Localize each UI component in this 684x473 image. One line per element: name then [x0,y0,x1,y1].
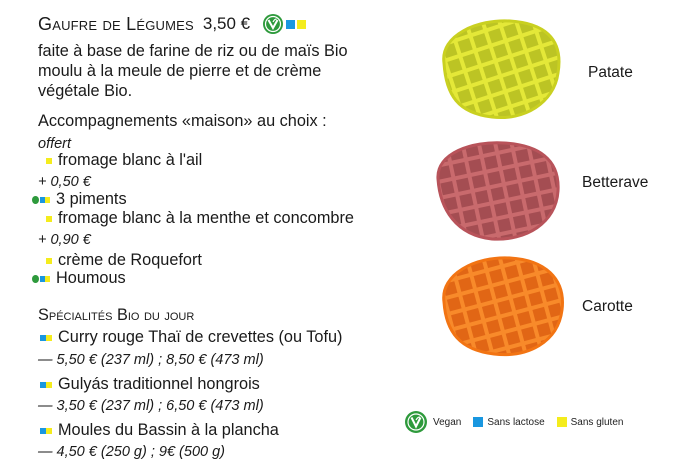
list-item [38,421,279,440]
vegan-leaf-icon [32,275,39,283]
item-badges [38,335,52,341]
item-badges [38,428,52,434]
legend-label-no-lactose: Sans lactose [487,416,545,428]
list-item [38,209,354,228]
item-badges [32,196,50,204]
waffle-label-betterave: Betterave [582,174,649,191]
specials-title: Spécialités Bio du jour [38,306,195,324]
lactose-free-square-icon [286,20,295,29]
dish-description: faite à base de farine de riz ou de maïs Bio moulu à la meule de pierre et de crème végétale Bio. [38,42,348,100]
price-label-free: offert [38,136,72,152]
list-item [38,269,126,288]
accompaniments-title: Accompagnements «maison» au choix : [38,112,327,130]
dish-badges [262,13,306,35]
item-label: Gulyás traditionnel hongrois [58,375,260,393]
item-badges [32,275,50,283]
dish-price: 3,50 € [202,14,251,33]
title-row [38,13,306,35]
gluten-free-square-icon [46,216,52,222]
legend [404,410,635,434]
gluten-free-square-icon [46,428,52,434]
waffle-image-patate [430,15,570,125]
item-badges [38,216,52,222]
list-item [38,375,260,394]
item-label: Houmous [56,269,126,287]
legend-label-no-gluten: Sans gluten [570,416,624,428]
gluten-free-square-icon [46,258,52,264]
gluten-free-square-icon [557,417,567,427]
legend-item-no-lactose [473,417,544,428]
waffle-label-carotte: Carotte [582,298,633,315]
legend-item-no-gluten [557,417,624,428]
gluten-free-square-icon [45,276,50,282]
item-badges [38,258,52,264]
gluten-free-square-icon [46,158,52,164]
list-item [38,190,127,209]
dish-title: Gaufre de Légumes [38,13,194,34]
list-item [38,328,342,347]
gluten-free-square-icon [297,20,306,29]
waffle-label-patate: Patate [588,64,633,81]
waffle-image-carotte [432,252,572,362]
price-label: + 0,90 € [38,232,91,248]
legend-label-vegan: Vegan [433,416,462,428]
vegan-leaf-icon [32,196,39,204]
item-price: — 3,50 € (237 ml) ; 6,50 € (473 ml) [38,398,264,414]
price-label: + 0,50 € [38,174,91,190]
item-price: — 4,50 € (250 g) ; 9€ (500 g) [38,444,225,460]
item-label: fromage blanc à la menthe et concombre [58,209,354,227]
item-badges [38,158,52,164]
item-price: — 5,50 € (237 ml) ; 8,50 € (473 ml) [38,352,264,368]
waffle-image-betterave [428,135,568,245]
legend-item-vegan [404,410,461,434]
gluten-free-square-icon [45,197,50,203]
list-item [38,251,202,270]
vegan-leaf-icon [404,410,428,434]
vegan-leaf-icon [262,13,284,35]
item-label: Curry rouge Thaï de crevettes (ou Tofu) [58,328,343,346]
item-label: Moules du Bassin à la plancha [58,421,279,439]
lactose-free-square-icon [473,417,483,427]
item-label: crème de Roquefort [58,251,202,269]
gluten-free-square-icon [46,335,52,341]
item-label: 3 piments [56,190,127,208]
gluten-free-square-icon [46,382,52,388]
item-badges [38,382,52,388]
list-item [38,151,202,170]
item-label: fromage blanc à l'ail [58,151,203,169]
